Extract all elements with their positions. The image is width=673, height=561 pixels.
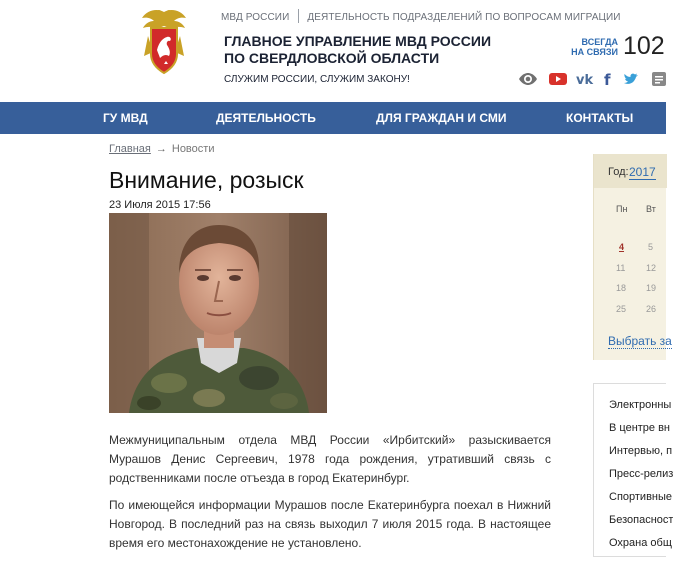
weekday-mon: Пн [616, 204, 628, 214]
calendar-year-select[interactable]: 2017 [629, 165, 656, 179]
calendar-year-label: Год: [608, 166, 629, 178]
category-item[interactable]: Спортивные [609, 491, 673, 503]
calendar-day: 25 [616, 304, 627, 314]
category-item[interactable]: Электронны [609, 399, 672, 411]
calendar-day: 26 [646, 304, 657, 314]
hotline-label-line2: НА СВЯЗИ [571, 47, 618, 57]
weekday-tue: Вт [646, 204, 656, 214]
more-icon[interactable] [651, 71, 667, 87]
category-item[interactable]: В центре вн [609, 422, 671, 434]
calendar-day: 12 [646, 263, 657, 273]
article-body [109, 431, 551, 561]
wanted-person-photo [109, 213, 327, 413]
nav-item-gu-mvd[interactable]: ГУ МВД [103, 111, 148, 125]
calendar-day[interactable]: 4 [619, 242, 625, 252]
article-paragraph: Межмуниципальным отдела МВД России «Ирбитский» разыскивается Мурашов Денис Сергеевич, 1978 года рождения, утративший связь с родственниками после отъезда в город Екатеринбург. [109, 433, 551, 485]
nav-item-activity[interactable]: ДЕЯТЕЛЬНОСТЬ [216, 111, 316, 125]
org-title[interactable] [224, 33, 491, 67]
twitter-icon[interactable] [623, 71, 639, 87]
category-item[interactable]: Пресс-релиз [609, 468, 673, 480]
category-item[interactable]: Безопасност [609, 514, 673, 526]
category-item[interactable]: Охрана общ [609, 537, 672, 549]
mvd-emblem-logo[interactable] [139, 6, 189, 76]
hotline-label [560, 37, 618, 57]
main-nav [0, 102, 666, 134]
svg-text:f: f [604, 71, 611, 89]
article-paragraph: По имеющейся информации Мурашов после Екатеринбурга поехал в Нижний Новгород. В последний раз на связь выходил 7 июля 2015 года. В настоящее время его местонахождение не установлено. [109, 498, 551, 550]
divider [298, 9, 299, 23]
hotline-label-line1: ВСЕГДА [581, 37, 618, 47]
page-title: Внимание, розыск [109, 167, 304, 193]
breadcrumb-arrow: → [155, 143, 167, 155]
news-categories-list [593, 383, 673, 557]
eye-icon[interactable] [518, 71, 538, 87]
calendar-day: 19 [646, 283, 657, 293]
top-links [221, 9, 621, 23]
site-header [0, 0, 666, 102]
hotline-number[interactable]: 102 [623, 32, 665, 60]
top-link-mvd[interactable]: МВД РОССИИ [221, 12, 290, 23]
breadcrumb-home[interactable]: Главная [109, 143, 151, 155]
news-calendar [593, 154, 672, 360]
youtube-icon[interactable] [549, 71, 567, 87]
breadcrumb-current: Новости [171, 143, 215, 155]
vk-icon[interactable] [576, 71, 594, 87]
facebook-icon[interactable] [602, 71, 614, 87]
calendar-day: 11 [616, 263, 626, 273]
breadcrumb [109, 143, 214, 155]
article-date: 23 Июля 2015 17:56 [109, 199, 211, 211]
calendar-select-link[interactable]: Выбрать за [608, 334, 672, 348]
org-title-line1: ГЛАВНОЕ УПРАВЛЕНИЕ МВД РОССИИ [224, 33, 492, 49]
calendar-day: 18 [616, 283, 627, 293]
nav-item-citizens-media[interactable]: ДЛЯ ГРАЖДАН И СМИ [376, 111, 507, 125]
svg-text:vk: vk [576, 73, 594, 88]
org-title-line2: ПО СВЕРДЛОВСКОЙ ОБЛАСТИ [224, 50, 440, 66]
slogan: СЛУЖИМ РОССИИ, СЛУЖИМ ЗАКОНУ! [224, 74, 410, 85]
calendar-day: 5 [648, 242, 654, 252]
nav-item-contacts[interactable]: КОНТАКТЫ [566, 111, 634, 125]
calendar-header [594, 154, 667, 188]
category-item[interactable]: Интервью, п [609, 445, 673, 457]
top-link-migration[interactable]: ДЕЯТЕЛЬНОСТЬ ПОДРАЗДЕЛЕНИЙ ПО ВОПРОСАМ МИГРАЦИИ [307, 12, 621, 23]
